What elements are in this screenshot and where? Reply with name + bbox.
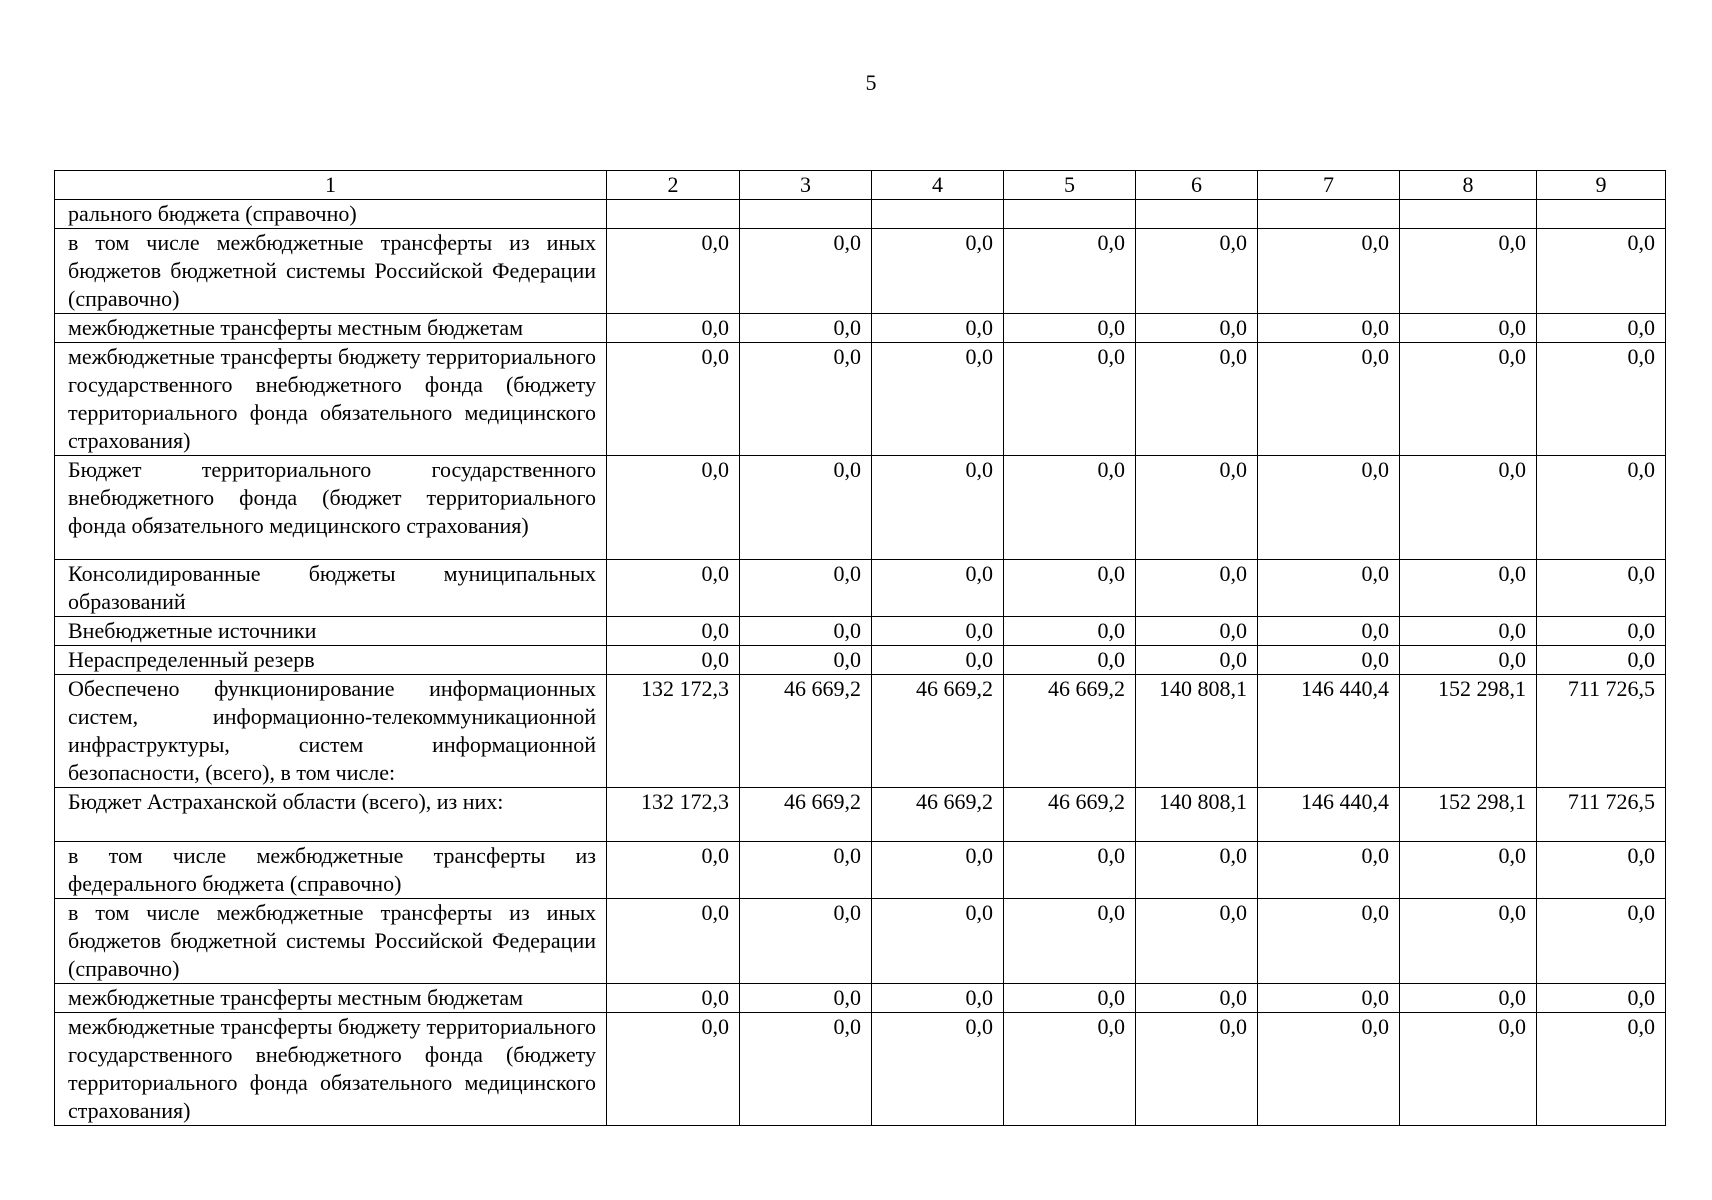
- table-row: [55, 617, 1666, 646]
- value-cell: 46 669,2: [872, 788, 1004, 842]
- value-cell: 46 669,2: [740, 675, 872, 788]
- value-cell: 0,0: [607, 899, 740, 984]
- value-cell: 0,0: [1400, 842, 1537, 899]
- value-cell: 0,0: [740, 456, 872, 560]
- value-cell: 46 669,2: [872, 675, 1004, 788]
- value-cell: 140 808,1: [1136, 675, 1258, 788]
- value-cell: 0,0: [740, 343, 872, 456]
- row-label: межбюджетные трансферты бюджету территориального государственного внебюджетного фонда (бюджету территориального фонда обязательного медицинского страхования): [55, 343, 607, 456]
- value-cell: 0,0: [1258, 899, 1400, 984]
- value-cell: 0,0: [1136, 842, 1258, 899]
- value-cell: 132 172,3: [607, 675, 740, 788]
- value-cell: 711 726,5: [1537, 788, 1666, 842]
- value-cell: 0,0: [1537, 560, 1666, 617]
- value-cell: 0,0: [1136, 984, 1258, 1013]
- value-cell: 0,0: [1537, 343, 1666, 456]
- row-label: Консолидированные бюджеты муниципальных образований: [55, 560, 607, 617]
- value-cell: 0,0: [1258, 560, 1400, 617]
- value-cell: 152 298,1: [1400, 675, 1537, 788]
- col-header: 5: [1004, 171, 1136, 200]
- value-cell: 0,0: [1400, 343, 1537, 456]
- value-cell: 0,0: [607, 984, 740, 1013]
- value-cell: 0,0: [872, 314, 1004, 343]
- table-row: [55, 1013, 1666, 1126]
- value-cell: 146 440,4: [1258, 788, 1400, 842]
- row-label: Обеспечено функционирование информационных систем, информационно-телекоммуникационной инфраструктуры, систем информационной безопасности, (всего), в том числе:: [55, 675, 607, 788]
- value-cell: 0,0: [1400, 646, 1537, 675]
- value-cell: 0,0: [1136, 343, 1258, 456]
- value-cell: 0,0: [1136, 229, 1258, 314]
- page-number: 5: [865, 70, 877, 95]
- value-cell: [872, 200, 1004, 229]
- value-cell: 0,0: [1004, 899, 1136, 984]
- value-cell: 46 669,2: [1004, 788, 1136, 842]
- col-header: 3: [740, 171, 872, 200]
- value-cell: 0,0: [740, 842, 872, 899]
- value-cell: 0,0: [740, 617, 872, 646]
- value-cell: 46 669,2: [740, 788, 872, 842]
- value-cell: 0,0: [1537, 314, 1666, 343]
- value-cell: 0,0: [1537, 842, 1666, 899]
- table-row: [55, 984, 1666, 1013]
- table-row: [55, 456, 1666, 560]
- value-cell: 0,0: [1136, 646, 1258, 675]
- value-cell: 0,0: [1400, 456, 1537, 560]
- value-cell: 0,0: [1258, 343, 1400, 456]
- value-cell: 0,0: [1400, 984, 1537, 1013]
- value-cell: [1136, 200, 1258, 229]
- value-cell: 0,0: [1004, 617, 1136, 646]
- value-cell: 0,0: [1136, 899, 1258, 984]
- value-cell: 0,0: [1004, 343, 1136, 456]
- value-cell: 0,0: [1004, 229, 1136, 314]
- value-cell: 0,0: [1258, 617, 1400, 646]
- value-cell: 0,0: [607, 646, 740, 675]
- value-cell: 0,0: [740, 314, 872, 343]
- col-header: 4: [872, 171, 1004, 200]
- row-label: межбюджетные трансферты местным бюджетам: [55, 314, 607, 343]
- value-cell: 0,0: [1537, 984, 1666, 1013]
- value-cell: 0,0: [1136, 560, 1258, 617]
- value-cell: 0,0: [607, 842, 740, 899]
- value-cell: 0,0: [607, 560, 740, 617]
- row-label: Нераспределенный резерв: [55, 646, 607, 675]
- value-cell: 0,0: [607, 229, 740, 314]
- row-label: рального бюджета (справочно): [55, 200, 607, 229]
- value-cell: 0,0: [1004, 646, 1136, 675]
- value-cell: 0,0: [872, 1013, 1004, 1126]
- value-cell: [607, 200, 740, 229]
- value-cell: 0,0: [1537, 617, 1666, 646]
- value-cell: [740, 200, 872, 229]
- value-cell: 132 172,3: [607, 788, 740, 842]
- row-label: Бюджет Астраханской области (всего), из них:: [55, 788, 607, 842]
- value-cell: 0,0: [740, 229, 872, 314]
- value-cell: [1258, 200, 1400, 229]
- value-cell: 0,0: [1258, 314, 1400, 343]
- value-cell: [1004, 200, 1136, 229]
- row-label: в том числе межбюджетные трансферты из федерального бюджета (справочно): [55, 842, 607, 899]
- value-cell: 0,0: [1258, 229, 1400, 314]
- col-header: 1: [55, 171, 607, 200]
- value-cell: 0,0: [607, 314, 740, 343]
- value-cell: 0,0: [1537, 456, 1666, 560]
- value-cell: 0,0: [1136, 314, 1258, 343]
- value-cell: 0,0: [1004, 560, 1136, 617]
- value-cell: 0,0: [1537, 229, 1666, 314]
- value-cell: 0,0: [607, 617, 740, 646]
- value-cell: 0,0: [1400, 899, 1537, 984]
- row-label: межбюджетные трансферты бюджету территориального государственного внебюджетного фонда (бюджету территориального фонда обязательного медицинского страхования): [55, 1013, 607, 1126]
- col-header: 6: [1136, 171, 1258, 200]
- table-row: [55, 560, 1666, 617]
- value-cell: 0,0: [1004, 984, 1136, 1013]
- table-row: [55, 646, 1666, 675]
- value-cell: 0,0: [1537, 1013, 1666, 1126]
- value-cell: 0,0: [872, 343, 1004, 456]
- header-row: [55, 171, 1666, 200]
- value-cell: 0,0: [1258, 842, 1400, 899]
- value-cell: 0,0: [872, 229, 1004, 314]
- value-cell: 0,0: [607, 343, 740, 456]
- col-header: 9: [1537, 171, 1666, 200]
- value-cell: 0,0: [872, 560, 1004, 617]
- value-cell: 0,0: [740, 560, 872, 617]
- value-cell: 0,0: [740, 646, 872, 675]
- table-row: [55, 675, 1666, 788]
- row-label: Внебюджетные источники: [55, 617, 607, 646]
- value-cell: 0,0: [1004, 456, 1136, 560]
- row-label: Бюджет территориального государственного внебюджетного фонда (бюджет территориального фонда обязательного медицинского страхования): [55, 456, 607, 560]
- value-cell: 0,0: [1537, 646, 1666, 675]
- value-cell: 0,0: [872, 842, 1004, 899]
- value-cell: 0,0: [1400, 229, 1537, 314]
- col-header: 7: [1258, 171, 1400, 200]
- value-cell: 140 808,1: [1136, 788, 1258, 842]
- value-cell: 0,0: [740, 984, 872, 1013]
- value-cell: 0,0: [1004, 842, 1136, 899]
- value-cell: 0,0: [740, 1013, 872, 1126]
- value-cell: 0,0: [872, 646, 1004, 675]
- value-cell: 0,0: [872, 617, 1004, 646]
- value-cell: 0,0: [740, 899, 872, 984]
- value-cell: 0,0: [1004, 1013, 1136, 1126]
- row-label: в том числе межбюджетные трансферты из иных бюджетов бюджетной системы Российской Федерации (справочно): [55, 229, 607, 314]
- value-cell: 0,0: [1136, 617, 1258, 646]
- value-cell: 0,0: [1400, 1013, 1537, 1126]
- value-cell: [1400, 200, 1537, 229]
- value-cell: [1537, 200, 1666, 229]
- budget-table: [54, 170, 1666, 1126]
- value-cell: 711 726,5: [1537, 675, 1666, 788]
- value-cell: 0,0: [1136, 1013, 1258, 1126]
- col-header: 8: [1400, 171, 1537, 200]
- value-cell: 0,0: [1400, 617, 1537, 646]
- row-label: межбюджетные трансферты местным бюджетам: [55, 984, 607, 1013]
- value-cell: 0,0: [1258, 984, 1400, 1013]
- table-row: [55, 229, 1666, 314]
- value-cell: 0,0: [607, 1013, 740, 1126]
- value-cell: 0,0: [1004, 314, 1136, 343]
- table-row: [55, 200, 1666, 229]
- value-cell: 0,0: [1258, 456, 1400, 560]
- value-cell: 152 298,1: [1400, 788, 1537, 842]
- table-row: [55, 842, 1666, 899]
- table-row: [55, 314, 1666, 343]
- value-cell: 46 669,2: [1004, 675, 1136, 788]
- value-cell: 0,0: [872, 899, 1004, 984]
- value-cell: 0,0: [1400, 314, 1537, 343]
- value-cell: 0,0: [872, 984, 1004, 1013]
- value-cell: 0,0: [872, 456, 1004, 560]
- table-row: [55, 788, 1666, 842]
- col-header: 2: [607, 171, 740, 200]
- value-cell: 0,0: [1136, 456, 1258, 560]
- value-cell: 0,0: [1400, 560, 1537, 617]
- row-label: в том числе межбюджетные трансферты из иных бюджетов бюджетной системы Российской Федерации (справочно): [55, 899, 607, 984]
- table-row: [55, 899, 1666, 984]
- table-row: [55, 343, 1666, 456]
- value-cell: 0,0: [1537, 899, 1666, 984]
- value-cell: 146 440,4: [1258, 675, 1400, 788]
- value-cell: 0,0: [607, 456, 740, 560]
- value-cell: 0,0: [1258, 646, 1400, 675]
- value-cell: 0,0: [1258, 1013, 1400, 1126]
